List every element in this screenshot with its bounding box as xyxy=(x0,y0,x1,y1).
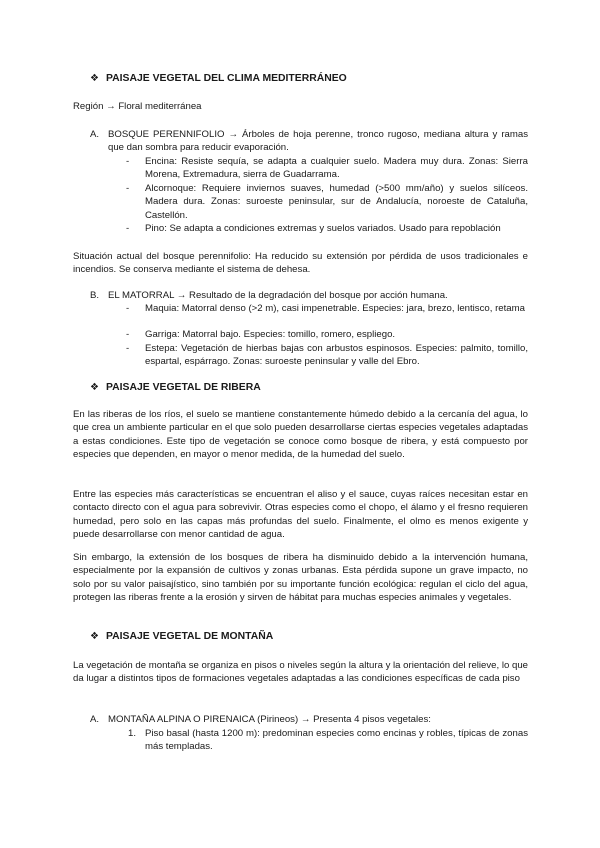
montana-paragraph: La vegetación de montaña se organiza en pisos o niveles según la altura y la orientación del relieve, lo que da lugar a distintos tipos de formaciones vegetales adaptadas a las condiciones específicas de cada piso xyxy=(73,660,528,685)
section-heading-ribera xyxy=(90,381,510,394)
dash-marker: - xyxy=(126,343,130,354)
list-marker-b: B. xyxy=(90,290,100,301)
section-title: PAISAJE VEGETAL DE RIBERA xyxy=(106,382,261,393)
ribera-paragraph-2: Entre las especies más características se encuentran el aliso y el sauce, cuyas raíces necesitan estar en contacto directo con el agua para sobrevivir. Otras especies como el chopo, el álamo y el fresno requieren humedad, pero solo en las capas más profundas del suelo. Finalmente, el olmo es menos exigente y puede desarrollarse con menor cantidad de agua. xyxy=(73,489,528,541)
dash-marker: - xyxy=(126,156,130,167)
diamond-bullet-icon: ❖ xyxy=(90,73,99,84)
pino-item: Pino: Se adapta a condiciones extremas y suelos variados. Usado para repoblación xyxy=(145,223,501,234)
maquia-item: Maquia: Matorral denso (>2 m), casi impenetrable. Especies: jara, brezo, lentisco, retama xyxy=(145,303,525,314)
dash-marker: - xyxy=(126,223,130,234)
encina-item: Encina: Resiste sequía, se adapta a cualquier suelo. Madera muy dura. Zonas: Sierra Morena, Extremadura, sierra de Guadarrama. xyxy=(145,156,528,181)
dash-marker: - xyxy=(126,329,130,340)
matorral-item: EL MATORRAL → Resultado de la degradación del bosque por acción humana. xyxy=(108,290,448,301)
ribera-paragraph-1: En las riberas de los ríos, el suelo se mantiene constantemente húmedo debido a la cercanía del agua, lo que crea un ambiente particular en el que solo pueden desarrollarse ciertas especies vegetales adaptadas a estas condiciones. Este tipo de vegetación se conoce como bosque de ribera, y está compuesto por especies que dependen, en mayor o menor medida, de la humedad del suelo. xyxy=(73,409,528,461)
garriga-item: Garriga: Matorral bajo. Especies: tomillo, romero, espliego. xyxy=(145,329,396,340)
piso-basal-item: Piso basal (hasta 1200 m): predominan especies como encinas y robles, típicas de zonas más templadas. xyxy=(145,728,528,753)
list-marker-a: A. xyxy=(90,714,100,725)
diamond-bullet-icon: ❖ xyxy=(90,382,99,393)
alcornoque-item: Alcornoque: Requiere inviernos suaves, humedad (>500 mm/año) y suelos silíceos. Madera dura. Zonas: suroeste peninsular, sur de Andalucía, noroeste de Cataluña, Castellón. xyxy=(145,183,528,221)
dash-marker: - xyxy=(126,183,130,194)
montana-alpina-item: MONTAÑA ALPINA O PIRENAICA (Pirineos) → Presenta 4 pisos vegetales: xyxy=(108,714,431,725)
section-title: PAISAJE VEGETAL DE MONTAÑA xyxy=(106,631,274,642)
situacion-paragraph: Situación actual del bosque perennifolio: Ha reducido su extensión por pérdida de usos tradicionales e incendios. Se conserva mediante el sistema de dehesa. xyxy=(73,251,528,276)
list-marker-a: A. xyxy=(90,129,100,140)
diamond-bullet-icon: ❖ xyxy=(90,631,99,642)
section-heading-montana xyxy=(90,630,510,643)
estepa-item: Estepa: Vegetación de hierbas bajas con arbustos espinosos. Especies: palmito, tomillo, espartal, espárrago. Zonas: suroeste peninsular y valle del Ebro. xyxy=(145,343,528,368)
section-title: PAISAJE VEGETAL DEL CLIMA MEDITERRÁNEO xyxy=(106,73,347,84)
ribera-paragraph-3: Sin embargo, la extensión de los bosques de ribera ha disminuido debido a la intervención humana, especialmente por la expansión de cultivos y zonas urbanas. Esta pérdida supone un grave impacto, no solo por su valor paisajístico, sino también por su importante función ecológica: regulan el ciclo del agua, protegen las riberas frente a la erosión y sirven de hábitat para muchas especies animales y vegetales. xyxy=(73,552,528,604)
dash-marker: - xyxy=(126,303,130,314)
section-heading-mediterraneo xyxy=(90,72,510,85)
numbered-marker: 1. xyxy=(128,728,137,739)
region-line: Región → Floral mediterránea xyxy=(73,101,202,112)
bosque-perennifolio-item: BOSQUE PERENNIFOLIO → Árboles de hoja perenne, tronco rugoso, mediana altura y ramas que dan sombra para reducir evaporación. xyxy=(108,129,528,154)
